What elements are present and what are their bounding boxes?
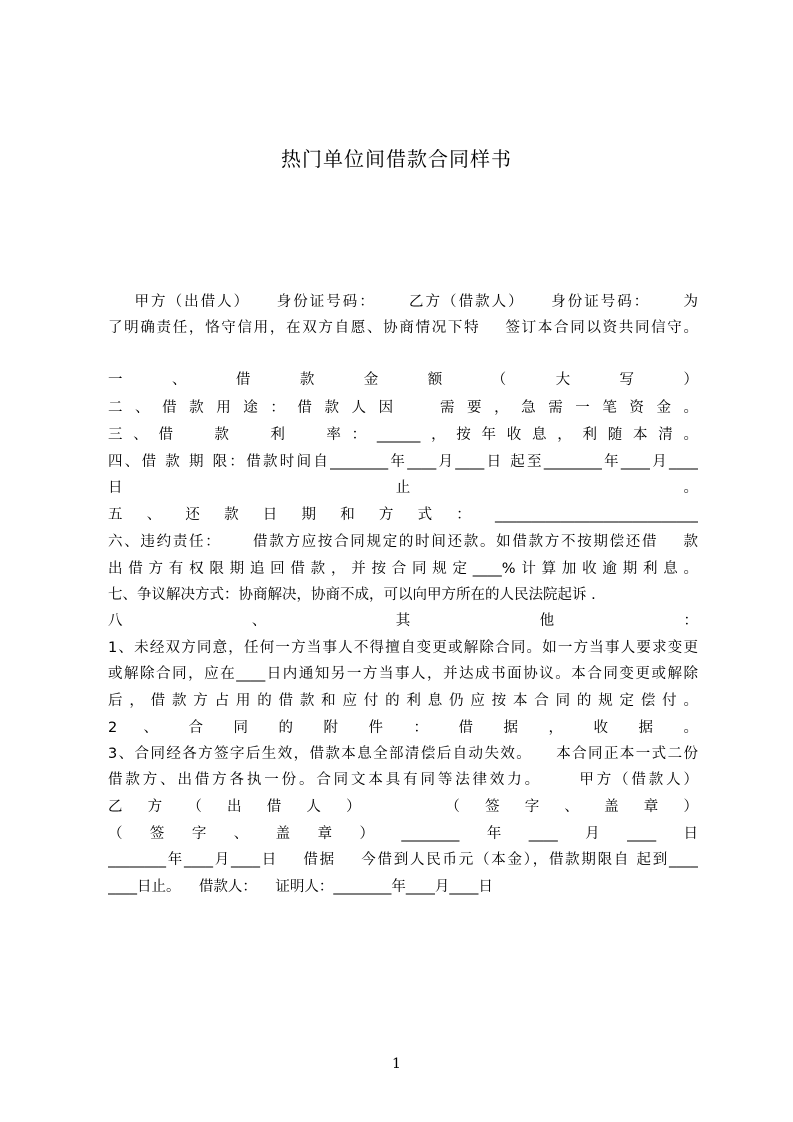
contract-line: 日 止 。 <box>108 480 698 496</box>
contract-line: （签字、盖章）________年____月____日 <box>108 826 698 842</box>
contract-line: 或解除合同，应在____日内通知另一方当事人，并达成书面协议。本合同变更或解除 <box>108 666 698 682</box>
contract-line: ________年____月____日 借据 今借到人民币元（本金），借款期限自 起到____ <box>108 852 698 868</box>
contract-line: 3、合同经各方签字后生效，借款本息全部清偿后自动失效。 本合同正本一式二份 <box>108 746 698 762</box>
page-number: 1 <box>392 1056 401 1072</box>
contract-line: 甲方（出借人） 身份证号码： 乙方（借款人） 身份证号码： 为 <box>108 294 698 310</box>
contract-line: 借款方、出借方各执一份。合同文本具有同等法律效力。 甲方（借款人） <box>108 772 698 788</box>
contract-line: ____日止。 借款人： 证明人：________年____月____日 <box>108 879 493 895</box>
contract-line: 七、争议解决方式：协商解决，协商不成，可以向甲方所在的人民法院起诉 . <box>108 587 596 603</box>
contract-line: 二、借款用途：借款人因 需要，急需一笔资金。 <box>108 400 698 416</box>
contract-line: 乙 方 （ 出 借 人 ） （ 签 字 、 盖 章 ） <box>108 799 698 815</box>
contract-line: 出借方有权限期追回借款，并按合同规定____%计算加收逾期利息。 <box>108 561 698 577</box>
contract-line: 三、借 款 利 率：______，按年收息，利随本清。 <box>108 427 698 443</box>
contract-line: 六、违约责任： 借款方应按合同规定的时间还款。如借款方不按期偿还借 款 <box>108 534 698 550</box>
contract-line: 五、还款日期和方式：____________________________ <box>108 507 698 523</box>
contract-line: 1、未经双方同意，任何一方当事人不得擅自变更或解除合同。如一方当事人要求变更 <box>108 640 698 656</box>
contract-line: 八 、 其 他 ： <box>108 613 698 629</box>
contract-line: 后，借款方占用的借款和应付的利息仍应按本合同的规定偿付。 <box>108 693 698 709</box>
document-title: 热门单位间借款合同样书 <box>281 147 512 171</box>
contract-line: 一 、 借 款 金 额 （ 大 写 ） <box>108 372 698 388</box>
contract-line: 2 、 合 同 的 附 件 ： 借 据 ， 收 据 。 <box>108 720 698 736</box>
contract-line: 四、借 款 期 限：借款时间自________年____月____日 起至________年____月____ <box>108 454 698 470</box>
contract-line: 了明确责任，恪守信用，在双方自愿、协商情况下特 签订本合同以资共同信守。 <box>108 320 698 336</box>
